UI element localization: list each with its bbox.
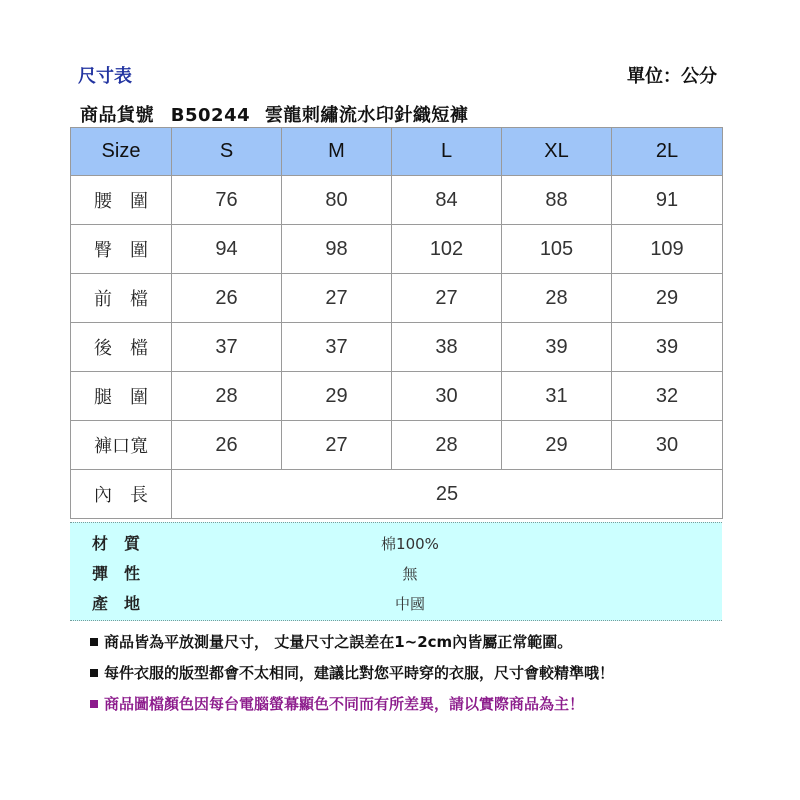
product-line (80, 101, 468, 127)
note-item (90, 658, 614, 689)
table-cell: 37 (282, 323, 392, 372)
table-cell: 27 (282, 274, 392, 323)
table-cell: 27 (392, 274, 502, 323)
info-label: 材 質 (92, 534, 141, 553)
note-text: 商品皆為平放測量尺寸， 丈量尺寸之誤差在1~2cm內皆屬正常範圍。 (104, 633, 573, 651)
table-cell: 84 (392, 176, 502, 225)
table-cell: 30 (612, 421, 723, 470)
row-label: 腿 圍 (71, 372, 172, 421)
table-cell: 28 (392, 421, 502, 470)
table-cell: 76 (172, 176, 282, 225)
table-row-front-rise (71, 274, 723, 323)
table-cell: 27 (282, 421, 392, 470)
column-header-l: L (392, 128, 502, 176)
table-cell: 39 (502, 323, 612, 372)
product-code: B50244 (170, 105, 251, 126)
notes-list (90, 627, 614, 720)
row-label: 前 檔 (71, 274, 172, 323)
column-header-s: S (172, 128, 282, 176)
table-cell: 94 (172, 225, 282, 274)
product-name: 雲龍刺繡流水印針織短褲 (264, 105, 469, 126)
size-table (70, 127, 723, 519)
info-label: 產 地 (92, 594, 141, 613)
table-cell: 29 (282, 372, 392, 421)
info-value: 棉100% (381, 535, 439, 553)
column-header-size: Size (71, 128, 172, 176)
bullet-square-icon (90, 700, 98, 708)
table-row-leg-opening (71, 421, 723, 470)
table-cell: 37 (172, 323, 282, 372)
table-row-hip (71, 225, 723, 274)
product-code-label: 商品貨號 (80, 105, 154, 126)
table-cell: 39 (612, 323, 723, 372)
size-header-row (71, 128, 723, 176)
table-cell: 26 (172, 274, 282, 323)
table-row-thigh (71, 372, 723, 421)
size-chart-title: 尺寸表 (78, 66, 132, 87)
table-cell: 29 (502, 421, 612, 470)
table-row-waist (71, 176, 723, 225)
info-row-origin (70, 589, 722, 619)
table-cell: 91 (612, 176, 723, 225)
row-label: 褲口寬 (71, 421, 172, 470)
table-cell: 102 (392, 225, 502, 274)
material-info-panel (70, 522, 722, 621)
column-header-m: M (282, 128, 392, 176)
note-text: 每件衣服的版型都會不太相同，建議比對您平時穿的衣服，尺寸會較精準哦！ (104, 664, 615, 682)
table-cell: 88 (502, 176, 612, 225)
table-row-inseam (71, 470, 723, 519)
row-label: 臀 圍 (71, 225, 172, 274)
table-cell: 28 (172, 372, 282, 421)
row-label: 後 檔 (71, 323, 172, 372)
info-value: 無 (402, 565, 418, 583)
info-label: 彈 性 (92, 564, 141, 583)
column-header-2l: 2L (612, 128, 723, 176)
info-row-material (70, 529, 722, 559)
table-cell: 28 (502, 274, 612, 323)
table-cell: 31 (502, 372, 612, 421)
table-cell: 30 (392, 372, 502, 421)
unit-label: 單位：公分 (627, 66, 717, 87)
table-cell-merged: 25 (172, 470, 723, 519)
info-value: 中國 (394, 595, 425, 613)
note-item (90, 689, 614, 720)
table-cell: 38 (392, 323, 502, 372)
table-cell: 105 (502, 225, 612, 274)
table-cell: 32 (612, 372, 723, 421)
note-text: 商品圖檔顏色因每台電腦螢幕顯色不同而有所差異，請以實際商品為主！ (104, 695, 585, 713)
info-row-elasticity (70, 559, 722, 589)
table-cell: 29 (612, 274, 723, 323)
bullet-square-icon (90, 638, 98, 646)
note-item (90, 627, 614, 658)
table-cell: 80 (282, 176, 392, 225)
table-cell: 109 (612, 225, 723, 274)
bullet-square-icon (90, 669, 98, 677)
table-cell: 98 (282, 225, 392, 274)
row-label: 內 長 (71, 470, 172, 519)
row-label: 腰 圍 (71, 176, 172, 225)
column-header-xl: XL (502, 128, 612, 176)
table-row-back-rise (71, 323, 723, 372)
table-cell: 26 (172, 421, 282, 470)
